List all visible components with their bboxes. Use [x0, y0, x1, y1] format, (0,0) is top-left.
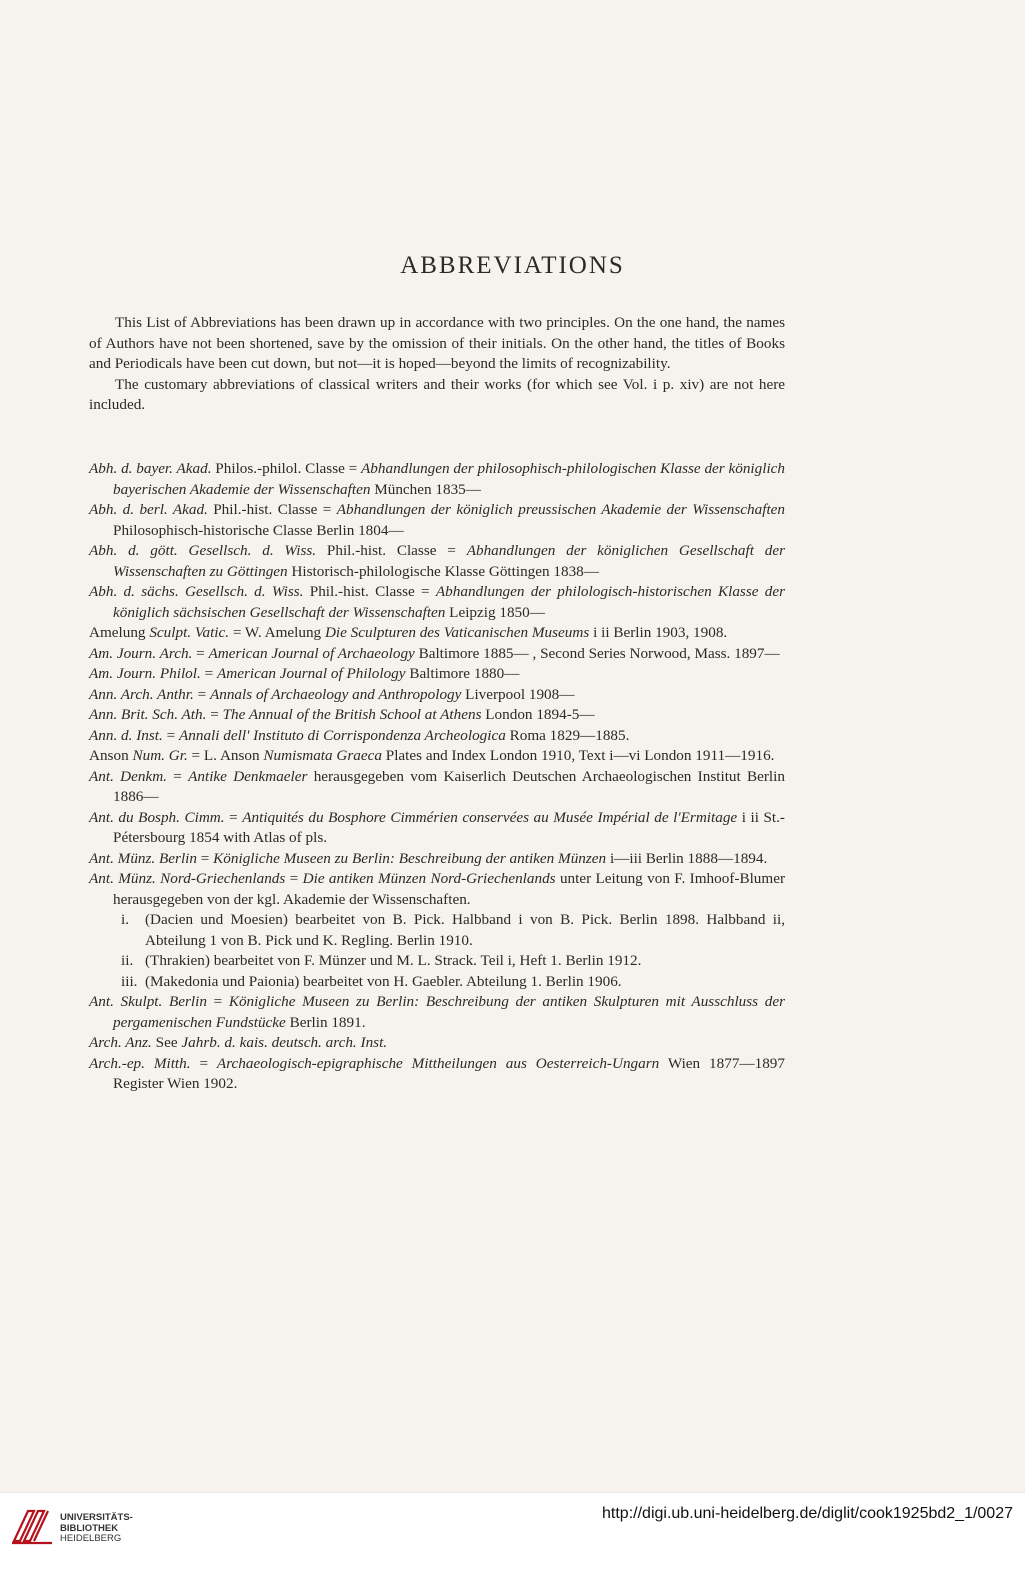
sub-entry-number: ii.	[121, 952, 134, 969]
entry-connector: =	[192, 644, 209, 662]
entry-title: Archaeologisch-epigraphische Mittheilungen aus Oesterreich-Ungarn	[216, 1054, 660, 1072]
entry-title: Antike Denkmaeler	[188, 767, 308, 785]
intro-paragraph: The customary abbreviations of classical writers and their works (for which see Vol. i p. xiv) are not here included.	[89, 375, 785, 413]
abbreviation-entry	[89, 808, 785, 849]
entry-title: American Journal of Philology	[216, 665, 406, 682]
library-name-line: HEIDELBERG	[60, 1533, 122, 1544]
sub-entry-number: i.	[121, 911, 130, 928]
entry-connector: Phil.-hist. Classe =	[316, 542, 467, 559]
abbreviation-entry	[89, 1054, 785, 1095]
entry-abbreviation: Am. Journ. Philol.	[89, 665, 201, 682]
abbreviation-entry	[89, 726, 785, 747]
entry-abbreviation: Abh. d. gött. Gesellsch. d. Wiss.	[89, 542, 317, 559]
entry-abbreviation: Arch.-ep. Mitth.	[89, 1054, 191, 1072]
entry-connector: =	[224, 808, 243, 826]
entry-connector: =	[197, 849, 214, 867]
abbreviation-entry	[89, 582, 785, 623]
entry-abbreviation: Ant. du Bosph. Cimm.	[89, 808, 225, 826]
entry-abbreviation: Ann. d. Inst.	[89, 726, 163, 744]
entry-connector: =	[190, 1054, 217, 1072]
entry-title: Jahrb. d. kais. deutsch. arch. Inst.	[181, 1034, 388, 1051]
entry-connector: =	[193, 685, 210, 703]
entry-details: i ii Berlin 1903, 1908.	[589, 624, 728, 641]
entry-connector: =	[206, 993, 229, 1010]
sub-entry	[89, 910, 785, 951]
entry-connector: =	[162, 726, 179, 744]
entry-title: Abhandlungen der philologisch-historischen Klasse der königlich sächsischen Gesellschaft der Wissenschaften	[113, 583, 785, 621]
entry-abbreviation: Abh. d. berl. Akad.	[89, 501, 208, 518]
entry-connector: See	[151, 1034, 182, 1051]
page-title: ABBREVIATIONS	[400, 252, 625, 279]
sub-entry	[89, 972, 785, 993]
entry-title: Annals of Archaeology and Anthropology	[209, 685, 462, 703]
entry-abbreviation: Ann. Brit. Sch. Ath.	[89, 706, 207, 723]
sub-entry	[89, 951, 785, 972]
entry-details: Wien 1877—1897 Register Wien 1902.	[113, 1054, 785, 1092]
ub-heidelberg-logo-icon	[8, 1501, 56, 1549]
entry-author: Anson	[89, 747, 133, 764]
entry-details: i ii St.-Pétersbourg 1854 with Atlas of pls.	[113, 808, 785, 846]
entry-abbreviation: Arch. Anz.	[89, 1034, 152, 1051]
introduction	[89, 313, 785, 416]
entry-abbreviation: Num. Gr.	[132, 747, 188, 764]
abbreviation-entry	[89, 541, 785, 582]
entry-abbreviation: Ant. Münz. Nord-Griechenlands	[89, 870, 286, 887]
source-url-link[interactable]: http://digi.ub.uni-heidelberg.de/diglit/cook1925bd2_1/0027	[602, 1505, 1013, 1522]
entry-connector: =	[285, 870, 303, 887]
abbreviation-entry	[89, 767, 785, 808]
entry-title: Abhandlungen der königlich preussischen Akademie der Wissenschaften	[336, 501, 785, 518]
entry-title: Abhandlungen der königlichen Gesellschaft der Wissenschaften zu Göttingen	[113, 542, 786, 580]
abbreviation-entry	[89, 1033, 785, 1054]
entry-details: Liverpool 1908—	[461, 685, 575, 703]
entry-abbreviation: Ant. Münz. Berlin	[89, 849, 197, 867]
entry-abbreviation: Ant. Denkm.	[89, 767, 167, 785]
entry-title: American Journal of Archaeology	[208, 644, 415, 662]
abbreviation-entry	[89, 644, 785, 665]
entry-abbreviation: Abh. d. sächs. Gesellsch. d. Wiss.	[89, 583, 304, 600]
entry-connector: = L. Anson	[187, 747, 264, 764]
abbreviation-entry	[89, 849, 785, 870]
entry-author: Amelung	[89, 624, 150, 641]
abbreviation-entry	[89, 869, 785, 910]
entry-connector: Phil.-hist. Classe =	[303, 583, 436, 600]
entry-details: i—iii Berlin 1888—1894.	[606, 849, 768, 867]
entry-title: Antiquités du Bosphore Cimmérien conservées au Musée Impérial de l'Ermitage	[242, 808, 738, 826]
entry-details: Baltimore 1880—	[405, 665, 520, 682]
sub-entry-text: (Thrakien) bearbeitet von F. Münzer und M. L. Strack. Teil i, Heft 1. Berlin 1912.	[145, 952, 642, 969]
entry-title: The Annual of the British School at Athens	[222, 706, 482, 723]
entry-connector: = W. Amelung	[229, 624, 325, 641]
entry-details: Baltimore 1885— , Second Series Norwood, Mass. 1897—	[414, 644, 780, 662]
entry-details: Roma 1829—1885.	[505, 726, 630, 744]
abbreviation-entry	[89, 685, 785, 706]
abbreviation-list	[89, 459, 785, 1095]
entry-details: München 1835—	[370, 480, 481, 498]
entry-connector: =	[206, 706, 223, 723]
entry-abbreviation: Am. Journ. Arch.	[89, 644, 193, 662]
entry-details: unter Leitung von F. Imhoof-Blumer herausgegeben von der kgl. Akademie der Wissenschaften.	[113, 870, 786, 908]
abbreviation-entry	[89, 459, 785, 500]
abbreviation-entry	[89, 705, 785, 726]
entry-details: Historisch-philologische Klasse Göttingen 1838—	[287, 562, 599, 580]
entry-title: Numismata Graeca	[263, 747, 382, 764]
entry-details: Leipzig 1850—	[445, 603, 545, 621]
entry-connector: Philos.-philol. Classe =	[211, 460, 362, 477]
entry-connector: =	[166, 767, 189, 785]
library-name-line: UNIVERSITÄTS-	[60, 1512, 133, 1523]
entry-details: London 1894-5—	[481, 706, 595, 723]
abbreviation-entry	[89, 623, 785, 644]
entry-details: Berlin 1891.	[285, 1013, 366, 1031]
entry-abbreviation: Ant. Skulpt. Berlin	[89, 993, 207, 1010]
entry-title: Königliche Museen zu Berlin: Beschreibung der antiken Skulpturen mit Ausschluss der pergamenischen Fundstücke	[113, 993, 785, 1031]
abbreviation-entry	[89, 992, 785, 1033]
entry-abbreviation: Abh. d. bayer. Akad.	[89, 460, 212, 477]
entry-connector: =	[200, 665, 217, 682]
entry-connector: Phil.-hist. Classe =	[207, 501, 337, 518]
entry-title: Abhandlungen der philosophisch-philologischen Klasse der königlich bayerischen Akademie der Wissenschaften	[113, 460, 786, 498]
entry-title: Annali dell' Instituto di Corrispondenza Archeologica	[179, 726, 506, 744]
entry-abbreviation: Sculpt. Vatic.	[149, 624, 230, 641]
entry-details: herausgegeben vom Kaiserlich Deutschen Archaeologischen Institut Berlin 1886—	[113, 767, 785, 805]
entry-details: Philosophisch-historische Classe Berlin 1804—	[113, 521, 404, 539]
entry-details: Plates and Index London 1910, Text i—vi London 1911—1916.	[381, 747, 775, 764]
entry-title: Die antiken Münzen Nord-Griechenlands	[302, 870, 556, 887]
entry-abbreviation: Ann. Arch. Anthr.	[89, 685, 194, 703]
abbreviation-entry	[89, 664, 785, 685]
intro-paragraph: This List of Abbreviations has been drawn up in accordance with two principles. On the one hand, the names of Authors have not been shortened, save by the omission of their initials. On the other hand, the titles of Books and Periodicals have been cut down, but not—it is hoped—beyond the limits of recognizability.	[89, 314, 785, 372]
sub-entry-text: (Makedonia und Paionia) bearbeitet von H. Gaebler. Abteilung 1. Berlin 1906.	[145, 972, 622, 990]
abbreviation-entry	[89, 746, 785, 767]
abbreviation-entry	[89, 500, 785, 541]
sub-entry-text: (Dacien und Moesien) bearbeitet von B. Pick. Halbband i von B. Pick. Berlin 1898. Halbband ii, Abteilung 1 von B. Pick und K. Regling. Berlin 1910.	[145, 911, 785, 949]
footer-bar	[0, 1492, 1025, 1577]
library-name	[60, 1513, 133, 1545]
sub-entry-number: iii.	[121, 972, 138, 990]
entry-title: Königliche Museen zu Berlin: Beschreibung der antiken Münzen	[213, 849, 607, 867]
library-name-line: BIBLIOTHEK	[60, 1522, 119, 1534]
entry-title: Die Sculpturen des Vaticanischen Museums	[324, 624, 590, 641]
